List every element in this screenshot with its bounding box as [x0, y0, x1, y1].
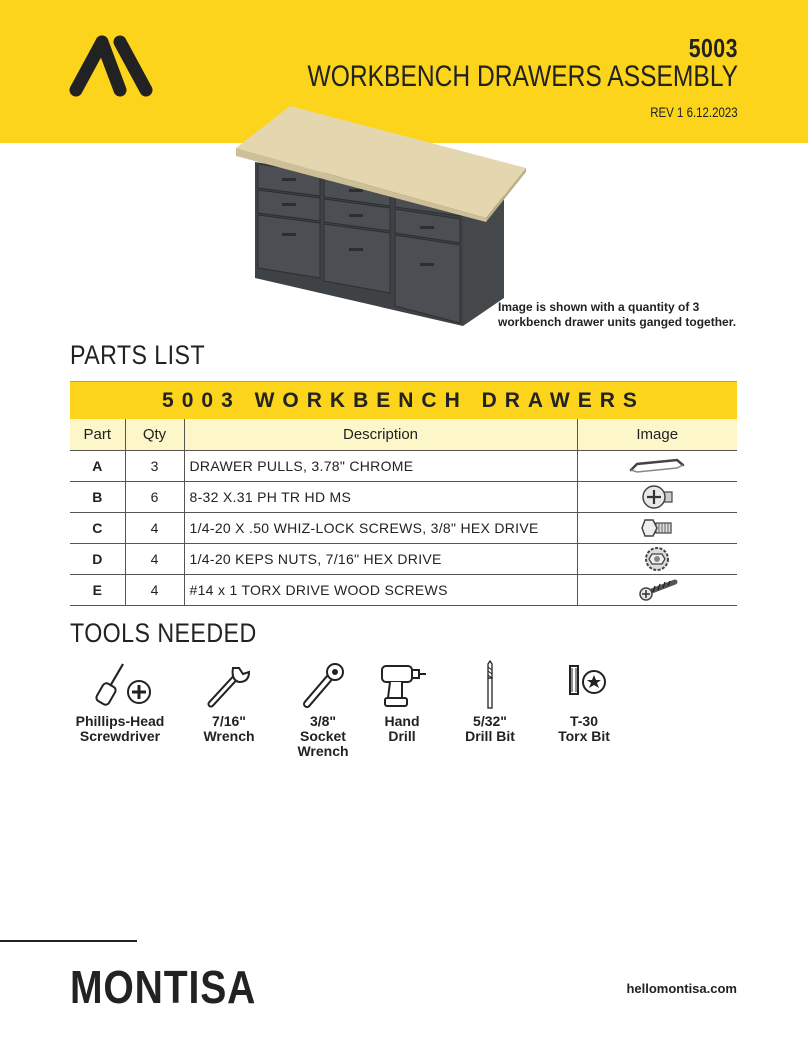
montisa-logo-icon — [68, 34, 154, 98]
keps-nut-icon — [643, 546, 671, 572]
tool-label-line2: Wrench — [203, 728, 255, 744]
part-description: DRAWER PULLS, 3.78" CHROME — [184, 451, 577, 482]
part-qty: 3 — [125, 451, 184, 482]
part-letter: D — [70, 544, 125, 575]
image-caption — [498, 300, 738, 330]
tool-drill-bit — [450, 660, 530, 744]
column-header-qty: Qty — [125, 419, 184, 451]
tool-socket-wrench — [281, 660, 365, 759]
tool-label-line2: Screwdriver — [79, 728, 161, 744]
hand-drill-icon — [376, 660, 428, 710]
tool-wrench — [187, 660, 271, 744]
part-image — [577, 451, 737, 482]
part-qty: 4 — [125, 513, 184, 544]
torx-bit-icon — [558, 660, 610, 710]
wood-screw-icon — [635, 578, 679, 602]
tool-label-line1: 3/8" — [309, 713, 337, 729]
column-header-description: Description — [184, 419, 577, 451]
tool-label-line2: Drill Bit — [465, 728, 515, 744]
caption-line-2: workbench drawer units ganged together. — [498, 315, 737, 329]
parts-table-title: 5003 WORKBENCH DRAWERS — [70, 381, 737, 419]
part-description: 1/4-20 X .50 WHIZ-LOCK SCREWS, 3/8" HEX DRIVE — [184, 513, 577, 544]
tools-needed-heading: TOOLS NEEDED — [70, 618, 257, 648]
part-description: 1/4-20 KEPS NUTS, 7/16" HEX DRIVE — [184, 544, 577, 575]
website-link[interactable]: hellomontisa.com — [626, 981, 737, 996]
drawer-pull-icon — [627, 455, 687, 477]
tool-label-line2: Drill — [388, 728, 416, 744]
parts-table — [70, 381, 737, 606]
part-qty: 4 — [125, 544, 184, 575]
part-description: #14 x 1 TORX DRIVE WOOD SCREWS — [184, 575, 577, 606]
tool-torx-bit — [544, 660, 624, 744]
part-letter: A — [70, 451, 125, 482]
part-image — [577, 575, 737, 606]
phillips-screwdriver-icon — [85, 660, 155, 710]
column-header-part: Part — [70, 419, 125, 451]
tool-label-line1: Phillips-Head — [75, 713, 165, 729]
product-number: 5003 — [688, 33, 738, 63]
part-letter: C — [70, 513, 125, 544]
tool-phillips-screwdriver — [70, 660, 170, 744]
caption-line-1: Image is shown with a quantity of 3 — [498, 300, 700, 314]
drill-bit-icon — [480, 660, 500, 710]
whiz-lock-screw-icon — [640, 516, 674, 540]
socket-wrench-icon — [297, 660, 349, 710]
tool-label-line1: T-30 — [569, 713, 598, 729]
tool-label-line2: Socket — [300, 728, 346, 744]
revision-date: REV 1 6.12.2023 — [650, 104, 738, 120]
part-letter: B — [70, 482, 125, 513]
parts-list-heading: PARTS LIST — [70, 340, 206, 370]
table-row — [70, 513, 737, 544]
part-description: 8-32 X.31 PH TR HD MS — [184, 482, 577, 513]
column-header-image: Image — [577, 419, 737, 451]
part-image — [577, 482, 737, 513]
part-image — [577, 544, 737, 575]
tool-label-line3: Wrench — [297, 743, 349, 759]
part-image — [577, 513, 737, 544]
wrench-icon — [203, 660, 255, 710]
table-row — [70, 544, 737, 575]
part-qty: 6 — [125, 482, 184, 513]
footer-rule — [0, 940, 137, 942]
document-title: WORKBENCH DRAWERS ASSEMBLY — [307, 60, 738, 93]
table-header-row — [70, 419, 737, 451]
table-row — [70, 575, 737, 606]
truss-head-screw-icon — [640, 484, 674, 510]
table-row — [70, 482, 737, 513]
brand-wordmark: MONTISA — [70, 961, 257, 1013]
part-letter: E — [70, 575, 125, 606]
part-qty: 4 — [125, 575, 184, 606]
workbench-illustration — [228, 98, 528, 338]
table-row — [70, 451, 737, 482]
tool-label-line2: Torx Bit — [558, 728, 610, 744]
tool-label-line1: 5/32" — [473, 713, 507, 729]
tool-hand-drill — [370, 660, 434, 744]
tool-label-line1: 7/16" — [212, 713, 246, 729]
tool-label-line1: Hand — [384, 713, 420, 729]
